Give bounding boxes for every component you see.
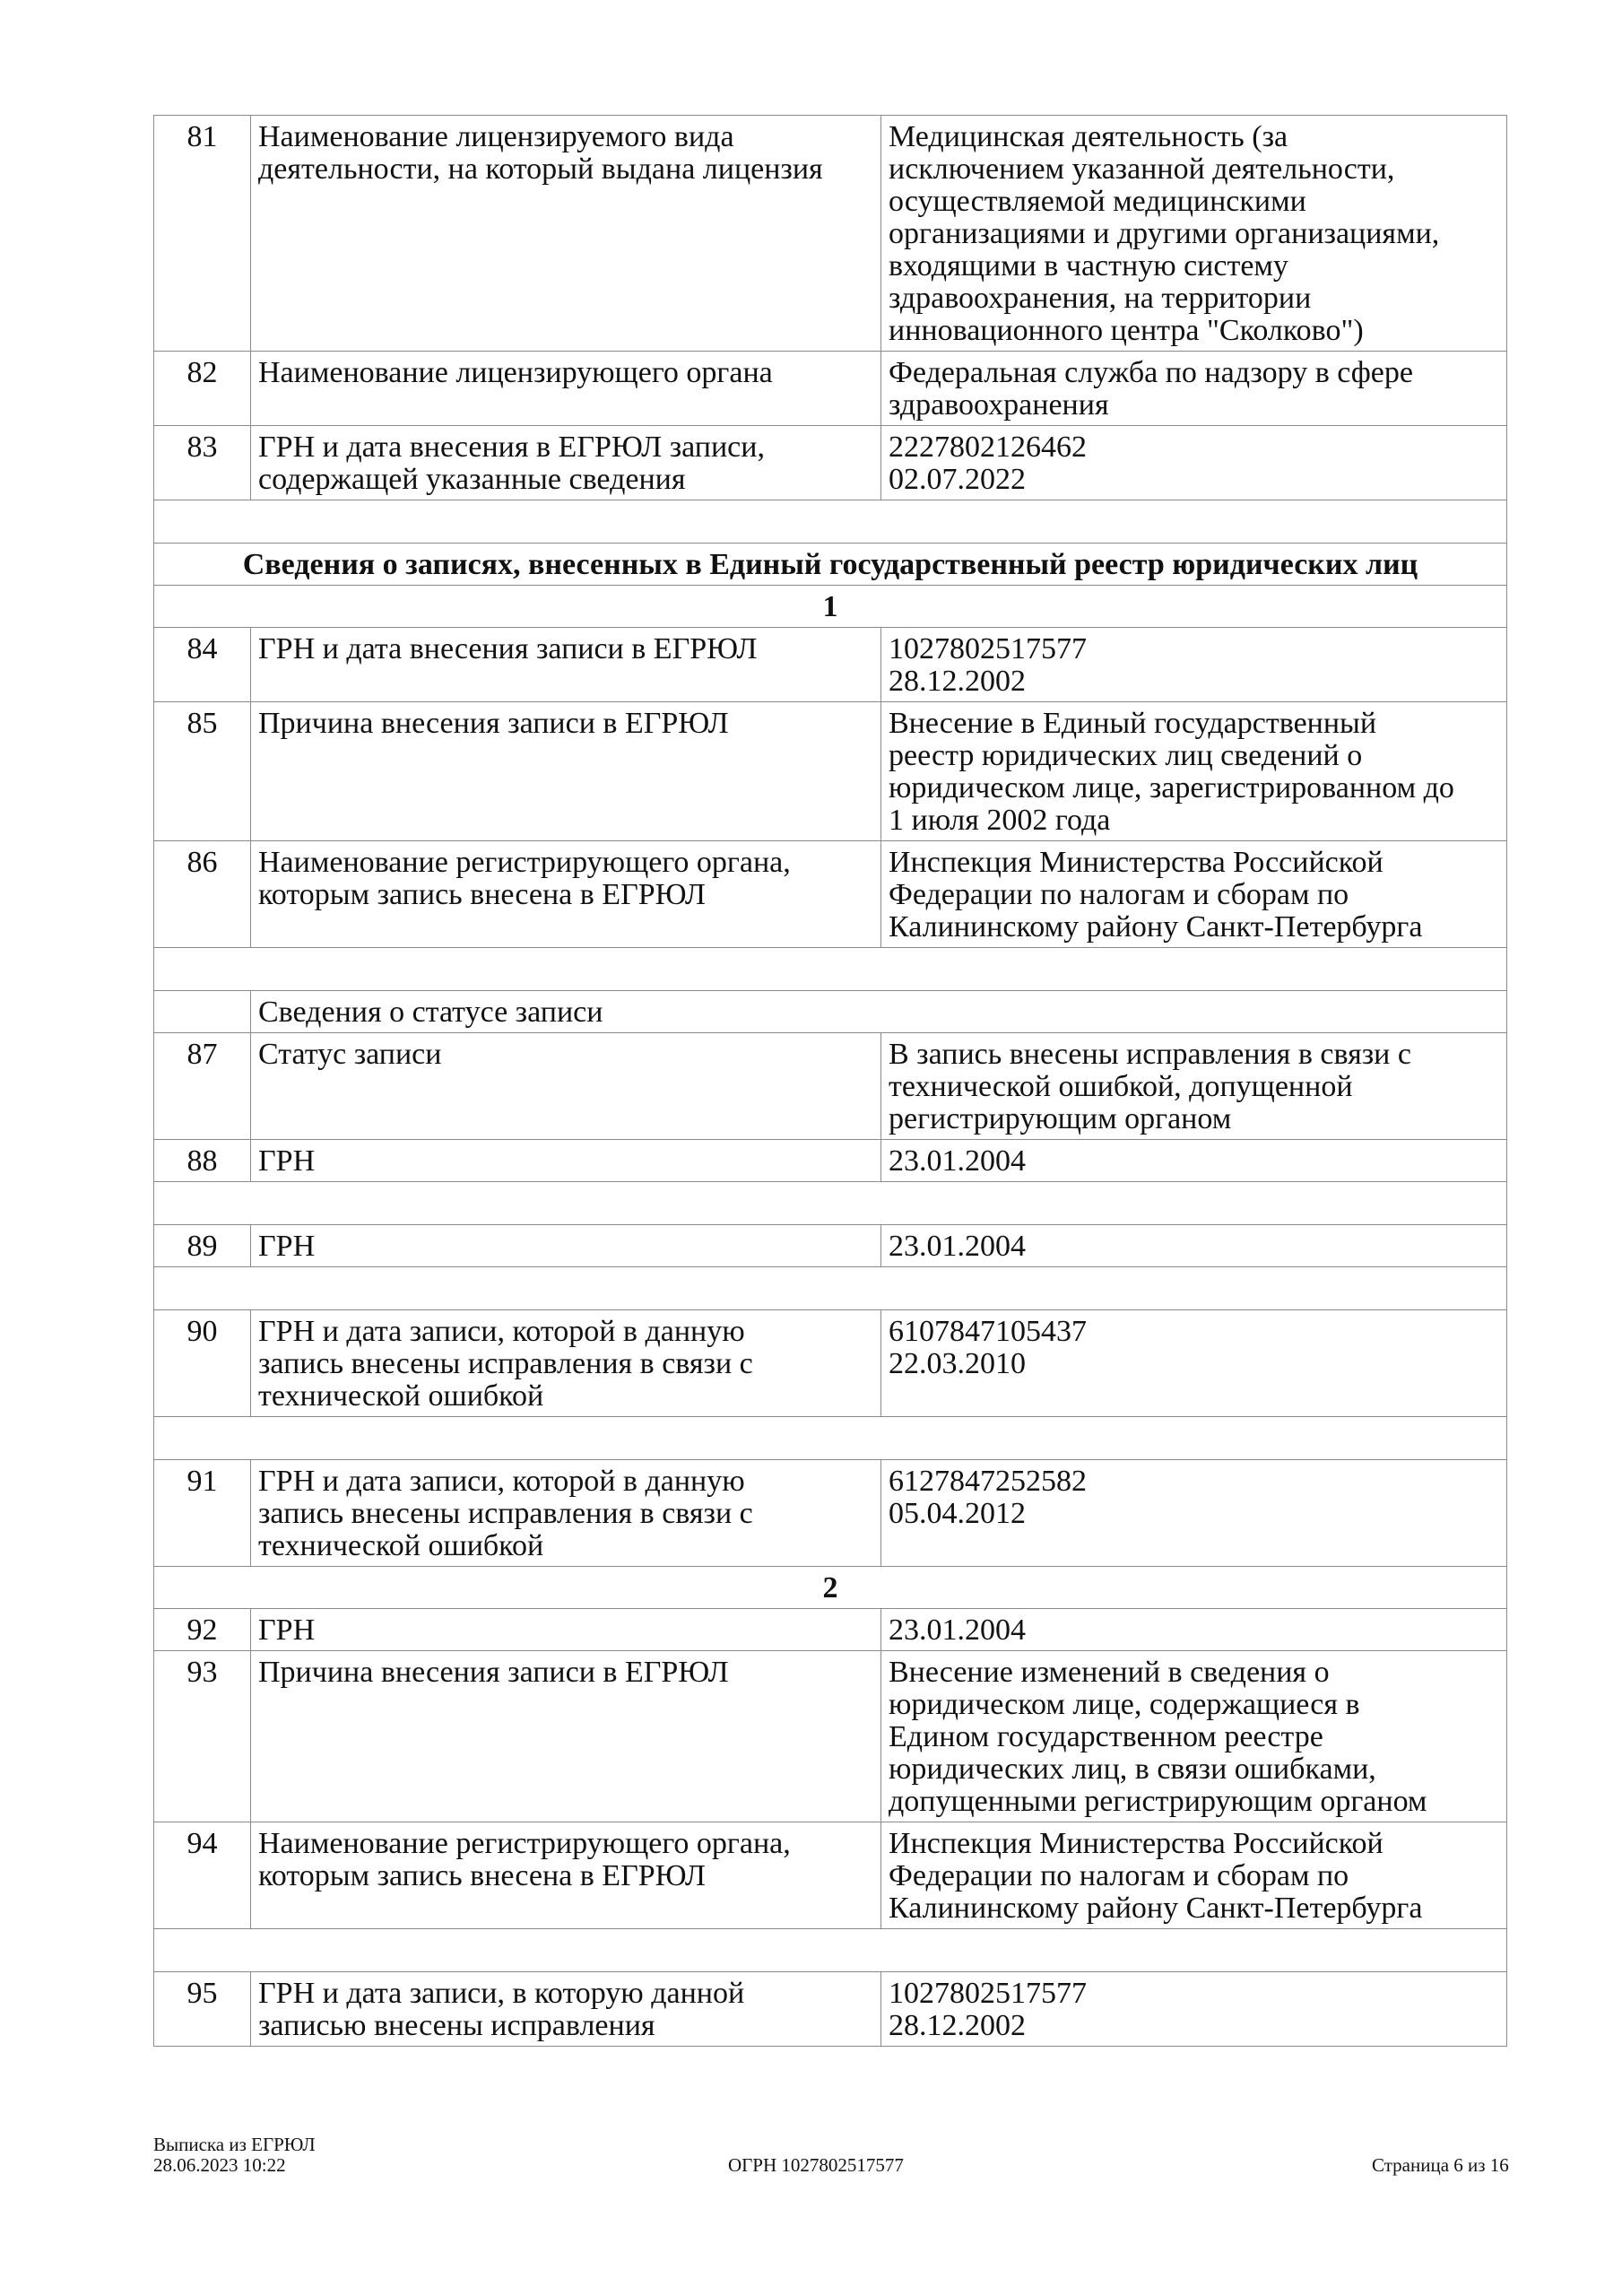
spacer-row <box>154 948 1507 991</box>
field-name: Наименование лицензируемого вида деятельности, на который выдана лицензия <box>251 116 881 352</box>
field-value: Внесение изменений в сведения о юридическом лице, содержащиеся в Едином государственном реестре юридических лиц, в связи ошибками, допущенными регистрирующим органом <box>881 1651 1507 1822</box>
field-value: Внесение в Единый государственный реестр юридических лиц сведений о юридическом лице, зарегистрированном до 1 июля 2002 года <box>881 702 1507 841</box>
row-number: 90 <box>154 1310 251 1417</box>
field-name: ГРН <box>251 1140 881 1182</box>
field-value: 1027802517577 28.12.2002 <box>881 628 1507 702</box>
table-row <box>154 1972 1507 2047</box>
field-value: Федеральная служба по надзору в сфере здравоохранения <box>881 352 1507 426</box>
field-value: 2227802126462 02.07.2022 <box>881 426 1507 500</box>
spacer-row <box>154 1182 1507 1225</box>
spacer-row <box>154 500 1507 544</box>
row-number: 83 <box>154 426 251 500</box>
subheader-row <box>154 991 1507 1033</box>
table-row <box>154 702 1507 841</box>
field-name: ГРН и дата внесения записи в ЕГРЮЛ <box>251 628 881 702</box>
row-number: 89 <box>154 1225 251 1267</box>
group-number: 1 <box>154 586 1507 628</box>
field-value: Медицинская деятельность (за исключением указанной деятельности, осуществляемой медицинскими организациями и другими организациями, входящими в частную систему здравоохранения, на территории инновационного центра "Сколково") <box>881 116 1507 352</box>
table-row <box>154 426 1507 500</box>
field-value: 23.01.2004 <box>881 1609 1507 1651</box>
spacer-cell <box>154 1267 1507 1310</box>
footer-ogrn: ОГРН 1027802517577 <box>728 2154 904 2176</box>
field-value: Инспекция Министерства Российской Федерации по налогам и сборам по Калининскому району Санкт-Петербурга <box>881 1822 1507 1929</box>
footer-doc-name: Выписка из ЕГРЮЛ <box>153 2134 316 2155</box>
field-name: ГРН и дата внесения в ЕГРЮЛ записи, содержащей указанные сведения <box>251 426 881 500</box>
group-number: 2 <box>154 1567 1507 1609</box>
section-title: Сведения о записях, внесенных в Единый государственный реестр юридических лиц <box>154 544 1507 586</box>
spacer-cell <box>154 1182 1507 1225</box>
field-value: 23.01.2004 <box>881 1140 1507 1182</box>
table-row <box>154 116 1507 352</box>
row-number: 86 <box>154 841 251 948</box>
row-number: 91 <box>154 1460 251 1567</box>
footer-datetime: 28.06.2023 10:22 <box>153 2154 286 2176</box>
table-row <box>154 628 1507 702</box>
status-subheader: Сведения о статусе записи <box>251 991 1507 1033</box>
field-value: В запись внесены исправления в связи с технической ошибкой, допущенной регистрирующим органом <box>881 1033 1507 1140</box>
row-number: 87 <box>154 1033 251 1140</box>
row-number: 95 <box>154 1972 251 2047</box>
footer-page-number: Страница 6 из 16 <box>1372 2154 1509 2176</box>
table-row <box>154 352 1507 426</box>
table-row <box>154 1822 1507 1929</box>
spacer-cell <box>154 1929 1507 1972</box>
table-row <box>154 1140 1507 1182</box>
field-value: Инспекция Министерства Российской Федерации по налогам и сборам по Калининскому району Санкт-Петербурга <box>881 841 1507 948</box>
table-row <box>154 1033 1507 1140</box>
section-header-row <box>154 544 1507 586</box>
field-name: ГРН и дата записи, в которую данной записью внесены исправления <box>251 1972 881 2047</box>
row-number: 88 <box>154 1140 251 1182</box>
row-number-empty <box>154 991 251 1033</box>
egrul-extract-table <box>153 115 1507 2047</box>
field-name: Статус записи <box>251 1033 881 1140</box>
table-row <box>154 1225 1507 1267</box>
field-name: Наименование регистрирующего органа, которым запись внесена в ЕГРЮЛ <box>251 841 881 948</box>
spacer-cell <box>154 948 1507 991</box>
field-value: 1027802517577 28.12.2002 <box>881 1972 1507 2047</box>
spacer-row <box>154 1267 1507 1310</box>
field-name: ГРН и дата записи, которой в данную запись внесены исправления в связи с технической ошибкой <box>251 1310 881 1417</box>
field-value: 6107847105437 22.03.2010 <box>881 1310 1507 1417</box>
row-number: 92 <box>154 1609 251 1651</box>
field-name: ГРН и дата записи, которой в данную запись внесены исправления в связи с технической ошибкой <box>251 1460 881 1567</box>
group-header-row <box>154 1567 1507 1609</box>
field-name: ГРН <box>251 1609 881 1651</box>
group-header-row <box>154 586 1507 628</box>
field-value: 23.01.2004 <box>881 1225 1507 1267</box>
spacer-cell <box>154 1417 1507 1460</box>
table-row <box>154 1310 1507 1417</box>
row-number: 85 <box>154 702 251 841</box>
row-number: 82 <box>154 352 251 426</box>
footer-document-info <box>153 2135 316 2176</box>
row-number: 93 <box>154 1651 251 1822</box>
field-name: ГРН <box>251 1225 881 1267</box>
row-number: 81 <box>154 116 251 352</box>
field-name: Наименование лицензирующего органа <box>251 352 881 426</box>
field-name: Наименование регистрирующего органа, которым запись внесена в ЕГРЮЛ <box>251 1822 881 1929</box>
table-row <box>154 841 1507 948</box>
table-row <box>154 1651 1507 1822</box>
field-value: 6127847252582 05.04.2012 <box>881 1460 1507 1567</box>
table-row <box>154 1460 1507 1567</box>
row-number: 94 <box>154 1822 251 1929</box>
field-name: Причина внесения записи в ЕГРЮЛ <box>251 1651 881 1822</box>
row-number: 84 <box>154 628 251 702</box>
table-row <box>154 1609 1507 1651</box>
spacer-cell <box>154 500 1507 544</box>
field-name: Причина внесения записи в ЕГРЮЛ <box>251 702 881 841</box>
spacer-row <box>154 1929 1507 1972</box>
spacer-row <box>154 1417 1507 1460</box>
